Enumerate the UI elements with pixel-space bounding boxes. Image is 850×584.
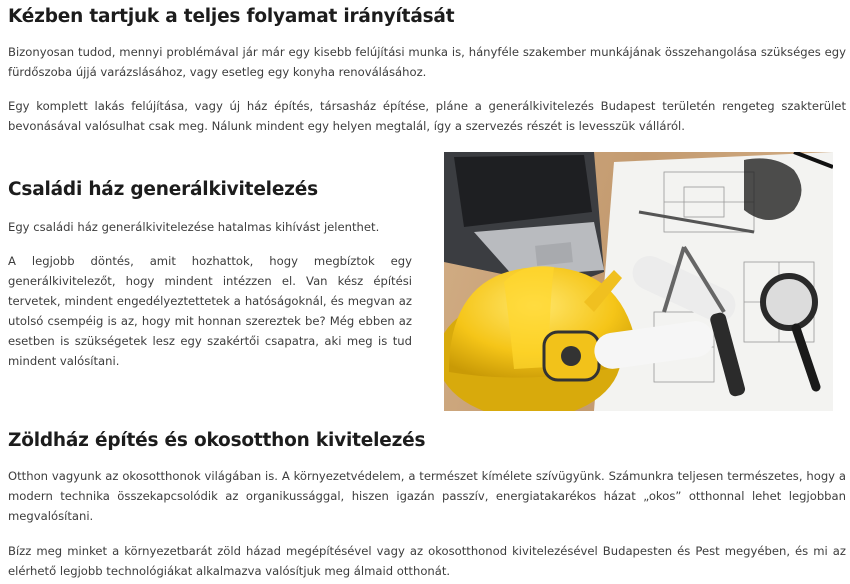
paragraph: Bizonyosan tudod, mennyi problémával jár már egy kisebb felújítási munka is, hányféle szakember munkájának összehangolása szükséges egy fürdőszoba újjá varázslásához, vagy esetleg egy konyha renoválásához. — [8, 45, 846, 79]
construction-photo — [444, 152, 833, 411]
section-heading-green-house: Zöldház építés és okosotthon kivitelezés — [8, 430, 426, 451]
paragraph: A legjobb döntés, amit hozhattok, hogy megbíztok egy generálkivitelezőt, hogy mindent intézzen el. Van kész építési tervetek, mindent engedélyeztettetek a hatóságoknál, és megvan az utolsó csempéig is az, hogy mit honnan szereztek be? Még ebben az esetben is szükségetek lesz egy szakértői csapatra, aki meg is tud mindent valósítani. — [8, 254, 412, 368]
paragraph: Otthon vagyunk az okosotthonok világában is. A környezetvédelem, a természet kímélete szívügyünk. Számunkra teljesen természetes, hogy a modern technika összekapcsolódik az organikussággal, hiszen igazán passzív, energiatakarékos házat „okos” otthonnal lehet legjobban megvalósítani. — [8, 469, 846, 523]
section-heading-family-house: Családi ház generálkivitelezés — [8, 179, 318, 200]
section-heading-process: Kézben tartjuk a teljes folyamat irányítását — [8, 6, 455, 27]
paragraph: Egy komplett lakás felújítása, vagy új ház építés, társasház építése, pláne a generálkivitelezés Budapest területén rengeteg szakterület bevonásával valósulhat csak meg. Nálunk mindent egy helyen megtalál, így a szervezés részét is levesszük válláról. — [8, 99, 846, 133]
paragraph: Bízz meg minket a környezetbarát zöld házad megépítésével vagy az okosotthonod kivitelezésével Budapesten és Pest megyében, és mi az elérhető legjobb technológiákat alkalmazva valósítjuk meg álmaid otthonát. — [8, 544, 846, 578]
paragraph: Egy családi ház generálkivitelezése hatalmas kihívást jelenthet. — [8, 220, 380, 234]
